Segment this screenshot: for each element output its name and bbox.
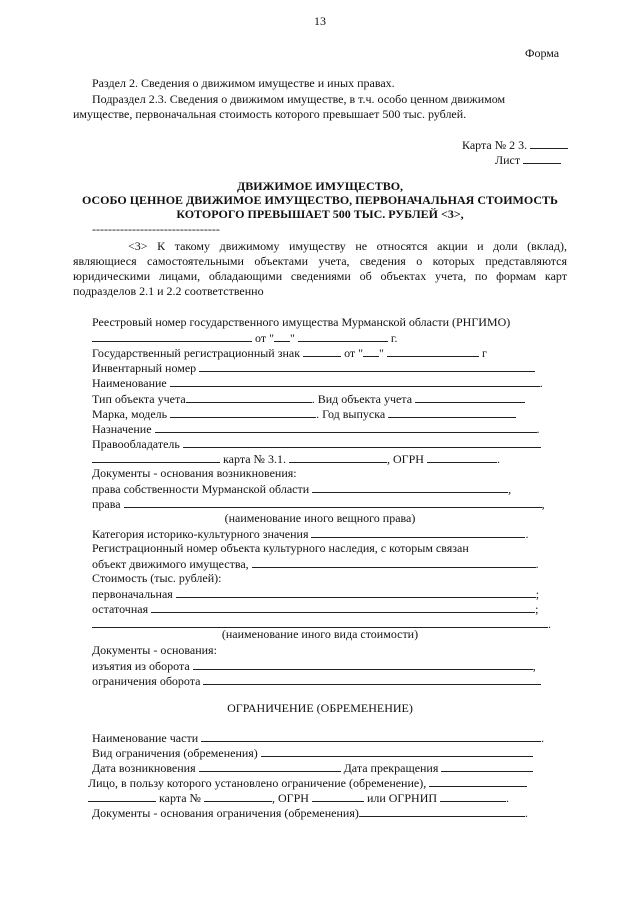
other-right-caption: (наименование иного вещного права)	[224, 511, 416, 525]
ownership-row	[92, 481, 511, 497]
owner-field[interactable]	[183, 436, 541, 448]
registry-month-field[interactable]	[298, 330, 388, 342]
year-made-label: . Год выпуска	[316, 407, 386, 421]
owner-label: Правообладатель	[92, 437, 180, 451]
rights-row	[92, 496, 545, 512]
part-name-field[interactable]	[201, 730, 541, 742]
heritage-category-label: Категория историко-культурного значения	[92, 527, 309, 541]
registry-day-field[interactable]	[274, 330, 290, 342]
heritage-reg-row	[92, 556, 539, 572]
heritage-category-row	[92, 526, 528, 542]
owner-card-row	[92, 451, 500, 467]
dot: .	[524, 806, 528, 820]
comma: ,	[508, 482, 512, 496]
state-reg-day-field[interactable]	[363, 345, 379, 357]
object-type-row	[92, 391, 525, 407]
form-label: Форма	[525, 46, 560, 60]
ownership-label: права собственности Мурманской области	[92, 482, 310, 496]
encumbrance-kind-row	[92, 745, 533, 761]
beneficiary-card-prefix-field[interactable]	[88, 790, 156, 802]
part-name-label: Наименование части	[92, 731, 199, 745]
other-cost-caption: (наименование иного вида стоимости)	[221, 627, 419, 641]
encumbrance-heading: ОГРАНИЧЕНИЕ (ОБРЕМЕНЕНИЕ)	[227, 701, 413, 715]
name-label: Наименование	[92, 376, 167, 390]
encumbrance-docs-label: Документы - основания ограничения (обременения)	[92, 806, 359, 820]
date-quote: "	[289, 331, 295, 345]
brand-label: Марка, модель	[92, 407, 168, 421]
object-kind-field[interactable]	[415, 391, 525, 403]
inventory-row	[92, 360, 535, 376]
footnote-text: <3> К такому движимому имуществу не относятся акции и доли (вклад), являющиеся самостоятельными объектами учета, сведения о которых представляются юридическими лицами, обладающими сведениями об объектах учета, по формам карт подразделов 2.1 и 2.2 соответственно	[73, 239, 567, 298]
restriction-field[interactable]	[203, 673, 541, 685]
residual-cost-label: остаточная	[92, 602, 149, 616]
beneficiary-ogrn-label: , ОГРН	[271, 791, 309, 805]
comma: ,	[541, 497, 545, 511]
docs-basis2-label: Документы - основания:	[92, 643, 217, 657]
heritage-category-field[interactable]	[311, 526, 525, 538]
ogrn-field[interactable]	[427, 451, 497, 463]
dot: .	[535, 557, 539, 571]
beneficiary-card-label: карта №	[159, 791, 201, 805]
dot: .	[539, 376, 543, 390]
cost-label: Стоимость (тыс. рублей):	[92, 571, 222, 585]
sheet-label: Лист	[495, 153, 521, 167]
card31-field[interactable]	[289, 451, 387, 463]
semicolon: ;	[535, 602, 539, 616]
dot: .	[536, 422, 540, 436]
dot: .	[541, 731, 545, 745]
inventory-label: Инвентарный номер	[92, 361, 197, 375]
registry-number-field[interactable]	[92, 330, 252, 342]
purpose-field[interactable]	[155, 421, 537, 433]
beneficiary-card-row	[88, 790, 509, 806]
state-reg-field[interactable]	[303, 345, 341, 357]
owner-row	[92, 436, 541, 452]
encumbrance-docs-row	[92, 805, 528, 821]
sheet-field[interactable]	[523, 152, 561, 164]
registry-label: Реестровый номер государственного имущества Мурманской области (РНГИМО)	[92, 315, 511, 329]
inventory-field[interactable]	[199, 360, 535, 372]
name-field[interactable]	[170, 375, 540, 387]
beneficiary-row	[88, 775, 527, 791]
start-date-label: Дата возникновения	[92, 761, 196, 775]
registry-row	[92, 330, 397, 346]
state-reg-from-label: от "	[344, 346, 364, 360]
card-number-row	[462, 137, 568, 153]
dot: .	[525, 527, 529, 541]
card-number-field[interactable]	[530, 137, 568, 149]
withdrawal-field[interactable]	[193, 658, 533, 670]
dot: .	[548, 617, 551, 631]
year-made-field[interactable]	[388, 406, 516, 418]
encumbrance-dates-row	[92, 760, 533, 776]
rights-label: права	[92, 497, 121, 511]
object-type-label: Тип объекта учета	[92, 392, 186, 406]
state-reg-quote: "	[379, 346, 384, 360]
comma: ,	[532, 659, 536, 673]
ownership-field[interactable]	[312, 481, 508, 493]
residual-cost-field[interactable]	[151, 601, 535, 613]
footnote-rule: --------------------------------	[92, 222, 220, 236]
brand-row	[92, 406, 516, 422]
state-reg-row	[92, 345, 487, 361]
docs-basis-label: Документы - основания возникновения:	[92, 466, 297, 480]
card-number-label: Карта № 2 3.	[462, 138, 528, 152]
beneficiary-ogrnip-field[interactable]	[440, 790, 506, 802]
beneficiary-ogrnip-label: или ОГРНИП	[366, 791, 438, 805]
beneficiary-label: Лицо, в пользу которого установлено ограничение (обременение),	[88, 776, 427, 790]
subsection-line-2: имуществе, первоначальная стоимость которого превышает 500 тыс. рублей.	[73, 107, 467, 121]
end-date-field[interactable]	[441, 760, 533, 772]
sheet-row	[495, 152, 561, 168]
beneficiary-card-field[interactable]	[204, 790, 272, 802]
purpose-row	[92, 421, 540, 437]
card31-label: карта № 3.1.	[223, 452, 286, 466]
year-label: г.	[390, 331, 398, 345]
rights-field[interactable]	[124, 496, 542, 508]
dot: .	[496, 452, 500, 466]
beneficiary-ogrn-field[interactable]	[312, 790, 364, 802]
purpose-label: Назначение	[92, 422, 152, 436]
title-line-2: ОСОБО ЦЕННОЕ ДВИЖИМОЕ ИМУЩЕСТВО, ПЕРВОНАЧАЛЬНАЯ СТОИМОСТЬ	[82, 193, 558, 207]
state-reg-year-label: г	[481, 346, 487, 360]
title-line-1: ДВИЖИМОЕ ИМУЩЕСТВО,	[236, 179, 404, 193]
state-reg-label: Государственный регистрационный знак	[92, 346, 301, 360]
residual-cost-row	[92, 601, 538, 617]
initial-cost-label: первоначальная	[92, 587, 173, 601]
semicolon: ;	[535, 587, 540, 601]
initial-cost-row	[92, 586, 539, 602]
heritage-reg-field[interactable]	[252, 556, 536, 568]
part-name-row	[92, 730, 544, 746]
ogrn-label: , ОГРН	[386, 452, 424, 466]
object-kind-label: . Вид объекта учета	[311, 392, 413, 406]
encumbrance-kind-field[interactable]	[261, 745, 533, 757]
dot: .	[506, 791, 510, 805]
brand-field[interactable]	[170, 406, 316, 418]
initial-cost-field[interactable]	[176, 586, 536, 598]
encumbrance-docs-field[interactable]	[359, 805, 525, 817]
heritage-reg-label: объект движимого имущества,	[92, 557, 249, 571]
owner-card-prefix-field[interactable]	[92, 451, 220, 463]
end-date-label: Дата прекращения	[343, 761, 439, 775]
withdrawal-label: изъятия из оборота	[92, 659, 190, 673]
title-line-3: КОТОРОГО ПРЕВЫШАЕТ 500 ТЫС. РУБЛЕЙ <3>,	[176, 207, 464, 221]
restriction-label: ограничения оборота	[92, 674, 201, 688]
object-type-field[interactable]	[186, 391, 312, 403]
state-reg-month-field[interactable]	[387, 345, 479, 357]
beneficiary-field[interactable]	[429, 775, 527, 787]
name-row	[92, 375, 543, 391]
start-date-field[interactable]	[199, 760, 341, 772]
heritage-reg-line-1: Регистрационный номер объекта культурного наследия, с которым связан	[92, 541, 469, 555]
subsection-line-1: Подраздел 2.3. Сведения о движимом имуществе, в т.ч. особо ценном движимом	[92, 92, 506, 106]
withdrawal-row	[92, 658, 536, 674]
encumbrance-kind-label: Вид ограничения (обременения)	[92, 746, 258, 760]
restriction-row	[92, 673, 541, 689]
page-number: 13	[314, 14, 326, 28]
date-from-label: от "	[255, 331, 274, 345]
section-heading: Раздел 2. Сведения о движимом имуществе и иных правах.	[92, 76, 395, 90]
